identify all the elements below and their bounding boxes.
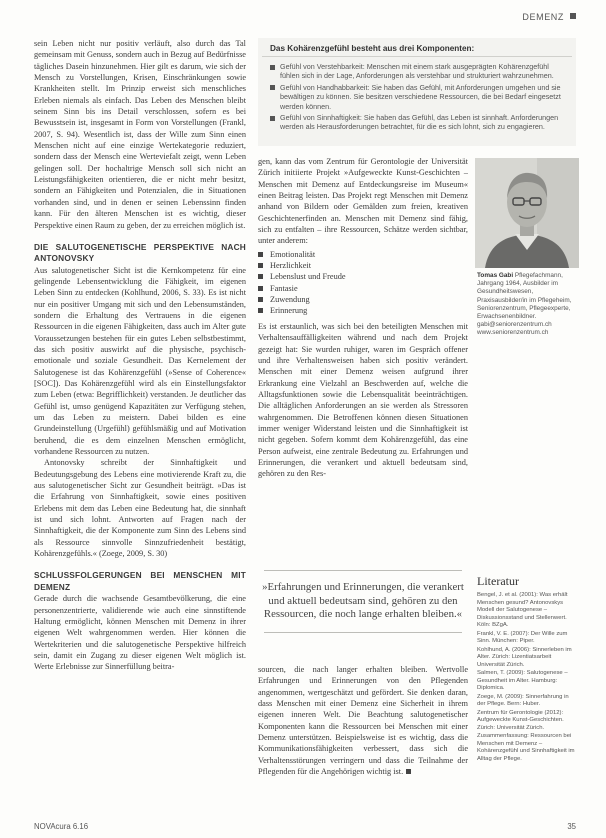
literature-entry: Zoege, M. (2009): Sinnerfahrung in der Pflege. Bern: Huber.	[477, 693, 569, 707]
author-photo	[475, 158, 579, 268]
pull-quote	[258, 570, 468, 633]
author-website: www.seniorenzentrum.ch	[477, 329, 549, 337]
info-box-list	[258, 62, 576, 132]
author-email: gabi@seniorenzentrum.ch	[477, 321, 552, 329]
resource-item: Zuwendung	[258, 294, 468, 305]
section-heading: DIE SALUTOGENETISCHE PERSPEKTIVE NACH ANTONOVSKY	[34, 241, 246, 264]
column-middle-upper	[258, 156, 468, 560]
author-name: Tomas Gabi	[477, 272, 514, 279]
resource-list	[258, 249, 468, 317]
paragraph: Es ist erstaunlich, was sich bei den beteiligten Menschen mit Verhaltensauffälligkeiten während und nach dem Projekt gezeigt hat: Sie wurden ruhiger, waren im Gespräch offener und ihre Verhaltensweisen haben sich positiv verändert. Menschen mit einer Demenz weisen aufgrund ihrer Erkrankung eine Vielzahl an Beschwerden auf, welche die Alltagsfunktionen sowie die Lebensqualität beeinträchtigen. Die alltäglichen Anforderungen an sie werden als Stressoren wahrgenommen. Die Betroffenen können diesen Situationen immer weniger Widerstand leisten und die Sinnhaftigkeit ist nicht gegeben. Sofern kommt dem Kohärenzgefühl, das eine Person aufweist, eine zentrale Bedeutung zu. Erfahrungen und Erinnerungen, die verankert und aktuell bedeutsam sind, gehören zu den Res-	[258, 321, 468, 479]
author-bio: Pflegefachmann, Jahrgang 1964, Ausbilder im Gesundheitswesen, Praxisausbilder/in im Pflegeheim, Seniorenzentrum, Pflegeexperte, Erwachsenenbildner.	[477, 272, 572, 321]
paragraph: Gerade durch die wachsende Gesamtbevölkerung, die eine personenzentrierte, validierende wie auch eine sinnstiftende Haltung ermöglicht, können Menschen mit Demenz in ihrer eigenen Welt wahrgenommen werden. Hier können die Wertekriterien und die salutogenetische Perspektive hilfreich sein, damit ein Zugang zu dieser eigenen Welt möglich ist. Werte Erlebnisse zur Sinnerfüllung beitra-	[34, 594, 246, 672]
info-box-item: Gefühl von Handhabbarkeit: Sie haben das Gefühl, mit Anforderungen umgehen und sie bewältigen zu können. Sie besitzen verschiedene Ressourcen, die bei Bedarf eingesetzt werden können.	[270, 83, 566, 111]
footer-publication: NOVAcura 6.16	[34, 822, 89, 831]
author-caption	[477, 272, 577, 338]
resource-item: Erinnerung	[258, 305, 468, 316]
literature-entry: Zusammenfassung: Ressourcen bei Menschen mit Demenz – Kohärenzgefühl und Sinnhaftigkeit im Alltag der Pflege.	[477, 733, 575, 762]
info-box-title: Das Kohärenzgefühl besteht aus drei Komponenten:	[262, 38, 572, 57]
literature-entry: Zentrum für Gerontologie (2012): Aufgeweckte Kunst-Geschichten. Zürich: Universität Zürich.	[477, 709, 564, 731]
literature-entry: Kohlhund, A. (2006): Sinnerleben im Alter. Zürich: Lizentiatsarbeit Universität Zürich.	[477, 646, 572, 668]
paragraph: sein Leben nicht nur positiv verläuft, also durch das Tal gemeinsam mit Genuss, sondern auch in Bezug auf Bedürfnisse tägliches Dasein hinzunehmen. Hier gilt es darum, wie sich der Mensch zu Vorstellungen, Krisen, Einschränkungen sowie Krankheiten stellt. Im Prinzip erweist sich menschliches Erleben niemals als einfach. Das Leben des Menschen bleibt seinem Sinn bis ins Detail verschlossen, sofern es bei Bewusstsein ist, insgesamt in Form von Vorstellungen (Frankl, 2007, S. 94). Wesentlich ist, dass der Wille zum Sinn einen Menschen nicht auf eine einzige Wertekategorie reduziert, sondern dass der Mensch eine Werteviefalt zeigt, wenn Leben gelingen soll. Der hochaltrige Mensch soll sich nicht an Leistungsfähigkeiten orientieren, die er nicht mehr besitzt, sondern an Fähigkeiten und Potenzialen, die in Situationen vorhanden sind, und in denen er seinen Lebenssinn finden kann. Für den älteren Menschen ist es wichtig, dieser Perspektive einen Raum zu geben, der zu erreichen möglich ist.	[34, 39, 246, 230]
end-of-article-icon	[406, 769, 411, 774]
paragraph: sourcen, die nach langer erhalten bleiben. Wertvolle Erfahrungen und Erinnerungen von den Pflegenden angenommen, wertgeschätzt und gefördert. Sie denken daran, dass Menschen mit einer Demenz eine Sicherheit in ihrem eigenen inneren Welt. Die Beachtung salutogenetischer Komponenten kann die Ressourcen bei Menschen mit einer Demenz unterstützen. Beispielsweise ist es wichtig, dass die Kommunikationsfähigkeiten verbessert, dass sich die Verhaltensstörungen verringern und dass die Teilnahme der Pflegenden für die Angehörigen wichtig ist.	[258, 665, 468, 777]
paragraph: gen, kann das vom Zentrum für Gerontologie der Universität Zürich initiierte Projekt »Aufgeweckte Kunst-Geschichten – Menschen mit Demenz auf Entdeckungsreise im Museum« einen Beitrag leisten. Das Projekt regt Menschen mit Demenz anhand von Bildern oder Gemälden zum freien, kreativen Geschichtenerfinden an. Menschen mit Demenz sind fähig, sich zu entfalten – ihre Ressourcen, Schätze werden sichtbar, unter anderem:	[258, 157, 468, 246]
info-box	[258, 38, 576, 146]
paragraph: Aus salutogenetischer Sicht ist die Kernkompetenz für eine gelingende Lebensentwicklung die Fähigkeit, im eigenen Leben Sinn zu entdecken (Kohlhund, 2006, S. 33). Es ist nicht nur ein positiver Umgang mit sich und den Lebensumständen, sondern die Erhaltung des Vertrauens in die eigenen Ressourcen in die eigenen Fähigkeiten, dass auch im Alter gute Voraussetzungen bestehen für ein gutes Leben selbstbestimmt, das sich positiv auswirkt auf die physische, psychisch-emotionale und soziale Gesundheit. Das Kernelement der Salutogenese ist das Kohärenzgefühl (»Sense of Coherence« [SOC]). Das Kohärenzgefühl wird als ein Einstellungsfaktor zum Leben (etwa: Begrifflichkeit) verstanden. Je deutlicher das Gefühl ist, umso genügend Kapazitäten zur Verfügung stehen, um das Leben zu meistern. Dabei bilden es eine Grundeinstellung (Urgefühl) gefühlsmäßig und auf Motivation beruhend, die es dem einzelnen Menschen ermöglicht, vorhandene Ressourcen zu nutzen.	[34, 265, 246, 457]
resource-item: Herzlichkeit	[258, 260, 468, 271]
literature-list	[477, 592, 577, 818]
info-box-item: Gefühl von Verstehbarkeit: Menschen mit einem stark ausgeprägten Kohärenzgefühl fühlen sich in der Lage, Anforderungen als verstehbar und strukturiert wahrzunehmen.	[270, 62, 566, 81]
square-icon	[570, 13, 576, 19]
resource-item: Emotionalität	[258, 249, 468, 260]
paragraph: Antonovsky schreibt der Sinnhaftigkeit und Bedeutungsgebung des Lebens eine motivierende Kraft zu, die aus salutogenetischer Sicht zur Gesundheit beiträgt. »Das ist die Erfahrung von Sinnhaftigkeit, sowie eines positiven Erlebens mit dem das Leben eine Bedeutung hat, die sinnhaft ist und sich lohnt. Antworten auf Fragen nach der Sinnhaftigkeit, die der Komponente zum Sinn des Lebens sind als Ressource sinnvolle Sinnzufriedenheit bestätigt, Kohärenzgefühls.« (Zoege, 2009, S. 30)	[34, 458, 246, 559]
column-middle-lower	[258, 664, 468, 816]
column-left	[34, 38, 246, 816]
divider	[264, 632, 462, 633]
section-heading: SCHLUSSFOLGERUNGEN BEI MENSCHEN MIT DEMENZ	[34, 570, 246, 592]
literature-entry: Frankl, V. E. (2007): Der Wille zum Sinn. München: Piper.	[477, 630, 568, 644]
portrait-icon	[475, 158, 579, 268]
resource-item: Lebenslust und Freude	[258, 271, 468, 282]
pull-quote-text: »Erfahrungen und Erinnerungen, die verankert und aktuell bedeutsam sind, gehören zu den Ressourcen, die noch lange erhalten bleiben.«	[262, 581, 464, 621]
section-label: DEMENZ	[522, 12, 576, 22]
literature-entry: Bengel, J. et al. (2001): Was erhält Menschen gesund? Antonovskys Modell der Salutogenese – Diskussionsstand und Stellenwert. Köln: BZgA.	[477, 592, 568, 628]
info-box-item: Gefühl von Sinnhaftigkeit: Sie haben das Gefühl, das Leben ist sinnhaft. Anforderungen werden als Herausforderungen betrachtet, für die es sich lohnt, sich zu engagieren.	[270, 113, 566, 132]
literature-entry: Salmen, T. (2009): Salutogenese – Gesundheit im Alter. Hamburg: Diplomica.	[477, 670, 568, 691]
literature-heading: Literatur	[477, 574, 519, 588]
resource-item: Fantasie	[258, 283, 468, 294]
page-number: 35	[567, 822, 576, 831]
